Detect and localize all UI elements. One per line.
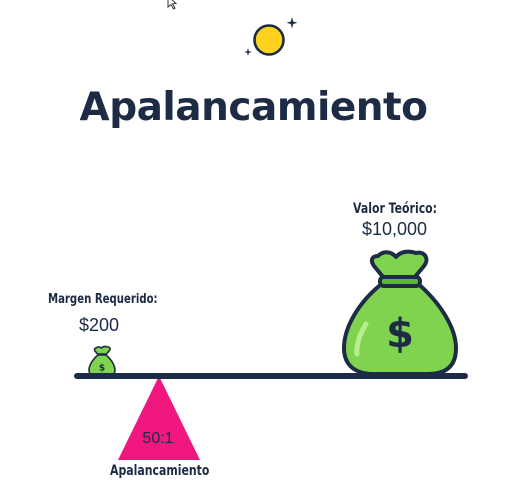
cursor-icon xyxy=(166,0,180,10)
svg-text:$: $ xyxy=(98,363,106,374)
fulcrum-triangle xyxy=(116,376,202,462)
sparkle-icon xyxy=(287,17,298,29)
sun-icon xyxy=(238,14,300,62)
ratio-label: 50:1 xyxy=(142,430,174,447)
bag-symbol: $ xyxy=(386,311,414,357)
money-bag-icon xyxy=(338,248,462,378)
left-label: Margen Requerido: xyxy=(48,292,158,307)
sparkle-icon xyxy=(244,48,252,56)
left-amount: $200 xyxy=(79,315,120,335)
fulcrum-label: Apalancamiento xyxy=(110,463,210,479)
page-title: Apalancamiento xyxy=(79,85,428,130)
right-label: Valor Teórico: xyxy=(353,201,438,217)
lever-beam xyxy=(74,372,468,380)
right-amount: $10,000 xyxy=(362,219,428,239)
